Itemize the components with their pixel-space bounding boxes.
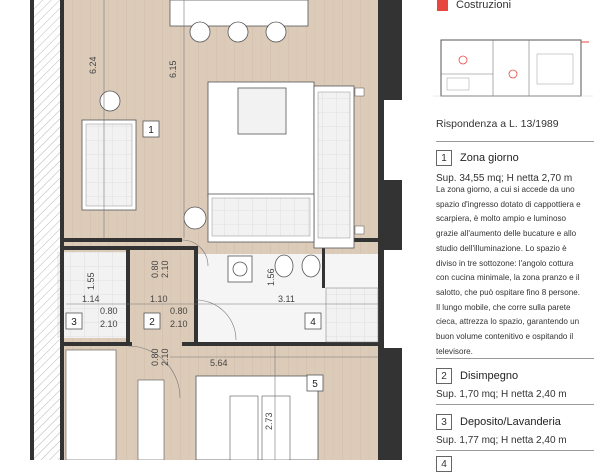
dim-label: 0.80 <box>150 348 160 366</box>
dim-label: 2.10 <box>170 319 188 329</box>
dim-label: 0.80 <box>100 306 118 316</box>
room-number-4: 4 <box>310 317 316 328</box>
divider <box>436 404 594 405</box>
room-number-badge: 3 <box>436 414 452 430</box>
plan-thumbnail <box>433 34 593 108</box>
living-furniture <box>184 82 364 248</box>
dim-label: 1.14 <box>82 294 100 304</box>
room-number-5: 5 <box>312 379 318 390</box>
dim-label: 2.73 <box>264 412 274 430</box>
dim-label: 0.80 <box>150 260 160 278</box>
room-number-3: 3 <box>71 317 77 328</box>
dim-label: 0.80 <box>170 306 188 316</box>
dim-label: 5.64 <box>210 358 228 368</box>
room-3-header <box>436 414 561 430</box>
dim-label: 1.56 <box>266 268 276 286</box>
room-description: La zona giorno, a cui si accede da uno spazio d'ingresso dotato di cappottiera e scarpiera, è molto ampio e luminoso grazie all'aumento delle bucature e allo studio dell'illuminazione. Lo spazio è diviso in tre sottozone: l'angolo cottura con cucina minimale, la zona pranzo e il salotto, che può ospitare fino 8 persone. Il lungo mobile, che corre sulla parete cieca, attrezza lo spazio, garantendo un buon volume contenitivo e ospitando il televisore. <box>436 185 581 356</box>
room-title: Disimpegno <box>460 370 519 382</box>
room-number-2: 2 <box>149 317 155 328</box>
room-number-badge: 4 <box>436 456 452 472</box>
dim-label: 6.15 <box>168 60 178 78</box>
legend-swatch <box>437 0 448 11</box>
compliance-note: Rispondenza a L. 13/1989 <box>436 118 559 130</box>
dim-label: 2.10 <box>160 260 170 278</box>
room-stats: Sup. 34,55 mq; H netta 2,70 m <box>436 173 573 184</box>
room-title: Zona giorno <box>460 152 519 164</box>
room-number-badge: 1 <box>436 150 452 166</box>
dim-label: 3.11 <box>278 294 295 304</box>
dim-label: 1.10 <box>150 294 168 304</box>
room-number-badge: 2 <box>436 368 452 384</box>
room-4-header <box>436 456 452 472</box>
divider <box>436 450 594 451</box>
dim-label: 2.10 <box>100 319 118 329</box>
legend-label: Costruzioni <box>456 0 512 11</box>
room-1-header <box>436 150 519 166</box>
room-title: Deposito/Lavanderia <box>460 416 561 428</box>
room-2-header <box>436 368 518 384</box>
divider <box>436 141 594 142</box>
room-number-1: 1 <box>148 125 154 136</box>
dim-label: 6.24 <box>88 56 98 74</box>
dim-label: 1.55 <box>86 272 96 290</box>
room-stats: Sup. 1,77 mq; H netta 2,40 m <box>436 435 567 446</box>
room-stats: Sup. 1,70 mq; H netta 2,40 m <box>436 389 567 400</box>
dim-label: 2.10 <box>160 348 170 366</box>
divider <box>436 358 594 359</box>
